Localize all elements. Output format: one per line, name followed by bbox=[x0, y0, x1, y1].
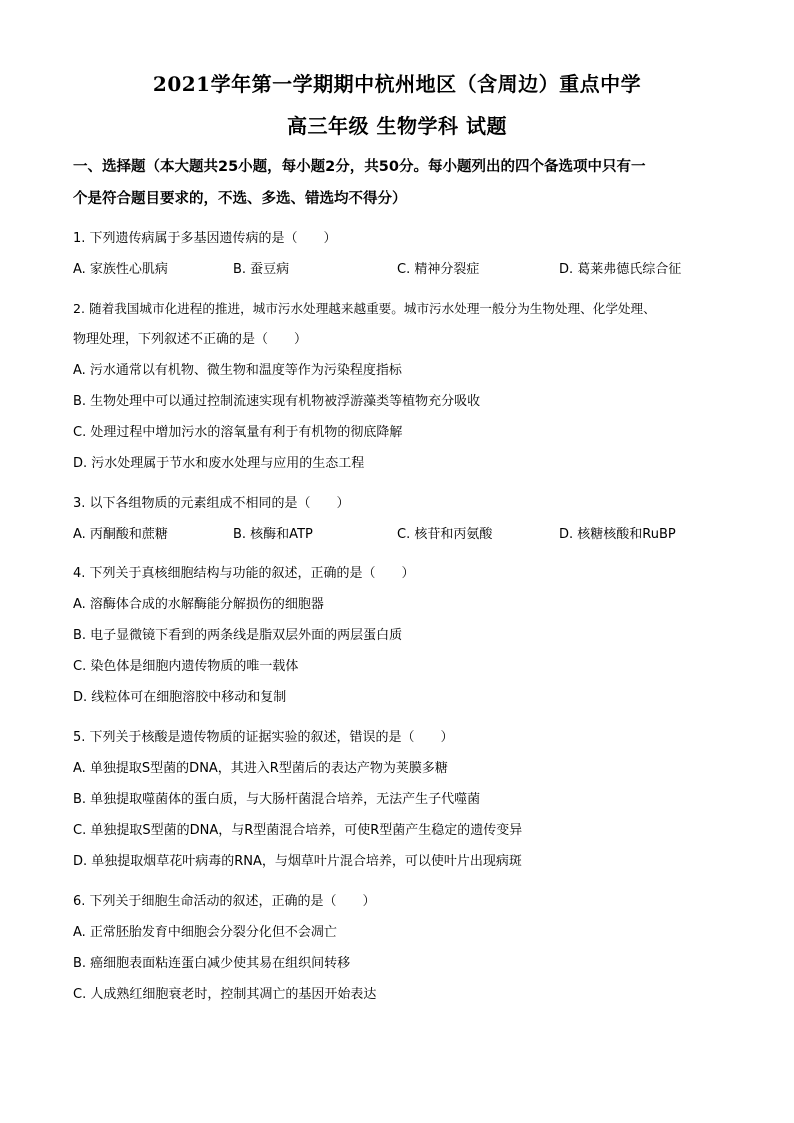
question-2-option-c: C. 处理过程中增加污水的溶氧量有利于有机物的彻底降解 bbox=[73, 425, 403, 440]
question-2-option-b: B. 生物处理中可以通过控制流速实现有机物被浮游藻类等植物充分吸收 bbox=[73, 394, 481, 409]
question-6-option-c: C. 人成熟红细胞衰老时，控制其凋亡的基因开始表达 bbox=[73, 987, 377, 1002]
question-1-option-a: A. 家族性心肌病 bbox=[73, 262, 168, 277]
section-heading-line1: 一、选择题（本大题共25小题，每小题2分，共50分。每小题列出的四个备选项中只有一 bbox=[73, 159, 646, 175]
question-4-option-b: B. 电子显微镜下看到的两条线是脂双层外面的两层蛋白质 bbox=[73, 628, 403, 643]
question-2-option-d: D. 污水处理属于节水和废水处理与应用的生态工程 bbox=[73, 456, 365, 471]
question-2-option-a: A. 污水通常以有机物、微生物和温度等作为污染程度指标 bbox=[73, 363, 402, 378]
question-4-option-d: D. 线粒体可在细胞溶胶中移动和复制 bbox=[73, 690, 287, 705]
question-4-stem: 4. 下列关于真核细胞结构与功能的叙述，正确的是（ ） bbox=[73, 566, 415, 581]
question-1-option-d: D. 葛莱弗德氏综合征 bbox=[559, 262, 682, 277]
section-heading bbox=[73, 151, 733, 215]
question-6-stem: 6. 下列关于细胞生命活动的叙述，正确的是（ ） bbox=[73, 894, 376, 909]
question-2-stem: 2. 随着我国城市化进程的推进，城市污水处理越来越重要。城市污水处理一般分为生物处理、化学处理、 bbox=[73, 301, 656, 316]
question-3-option-a: A. 丙酮酸和蔗糖 bbox=[73, 527, 168, 542]
question-6-option-a: A. 正常胚胎发育中细胞会分裂分化但不会凋亡 bbox=[73, 925, 337, 940]
exam-subtitle: 高三年级 生物学科 试题 bbox=[287, 114, 507, 138]
question-3-option-b: B. 核酶和ATP bbox=[233, 527, 313, 542]
question-2-stem-continued: 物理处理，下列叙述不正确的是（ ） bbox=[73, 332, 308, 347]
exam-title: 2021学年第一学期期中杭州地区（含周边）重点中学 bbox=[152, 72, 642, 96]
question-5-option-d: D. 单独提取烟草花叶病毒的RNA，与烟草叶片混合培养，可以使叶片出现病斑 bbox=[73, 854, 522, 869]
question-6-option-b: B. 癌细胞表面粘连蛋白减少使其易在组织间转移 bbox=[73, 956, 351, 971]
question-4-option-c: C. 染色体是细胞内遗传物质的唯一载体 bbox=[73, 659, 299, 674]
question-5-option-c: C. 单独提取S型菌的DNA，与R型菌混合培养，可使R型菌产生稳定的遗传变异 bbox=[73, 823, 523, 838]
question-4-option-a: A. 溶酶体合成的水解酶能分解损伤的细胞器 bbox=[73, 597, 324, 612]
question-5-stem: 5. 下列关于核酸是遗传物质的证据实验的叙述，错误的是（ ） bbox=[73, 730, 454, 745]
question-1-option-c: C. 精神分裂症 bbox=[397, 262, 480, 277]
question-1-stem: 1. 下列遗传病属于多基因遗传病的是（ ） bbox=[73, 231, 337, 246]
question-5-option-b: B. 单独提取噬菌体的蛋白质，与大肠杆菌混合培养，无法产生子代噬菌 bbox=[73, 792, 481, 807]
question-3-stem: 3. 以下各组物质的元素组成不相同的是（ ） bbox=[73, 496, 350, 511]
question-3-option-c: C. 核苷和丙氨酸 bbox=[397, 527, 493, 542]
question-3-option-d: D. 核糖核酸和RuBP bbox=[559, 527, 676, 542]
question-5-option-a: A. 单独提取S型菌的DNA，其进入R型菌后的表达产物为荚膜多糖 bbox=[73, 761, 448, 776]
question-1-option-b: B. 蚕豆病 bbox=[233, 262, 290, 277]
section-heading-line2: 个是符合题目要求的，不选、多选、错选均不得分） bbox=[73, 191, 407, 207]
